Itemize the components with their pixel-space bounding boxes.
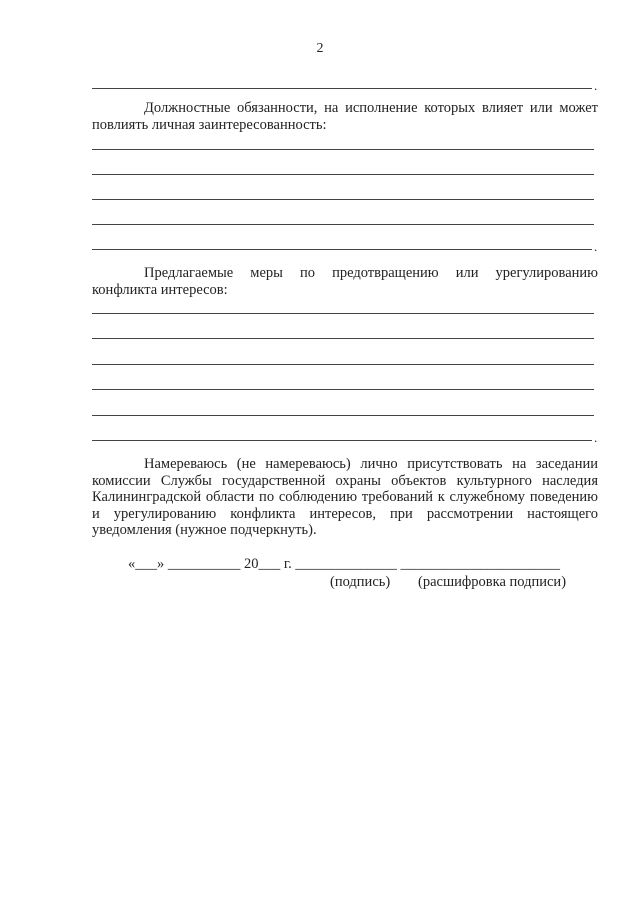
fill-line[interactable] [92,389,594,390]
fill-line[interactable] [92,149,594,150]
fill-line[interactable] [92,338,594,339]
fill-line[interactable] [92,364,594,365]
fill-line[interactable] [92,174,594,175]
signature-caption: (подпись) [330,574,391,590]
duties-text: Должностные обязанности, на исполнение которых влияет или может повлиять личная заинтересованность: [92,100,598,133]
fill-line[interactable] [92,249,592,250]
duties-paragraph [92,100,598,133]
fill-line[interactable] [92,415,594,416]
line-end-dot: . [594,239,598,254]
page-number: 2 [316,41,324,56]
fill-line[interactable] [92,88,592,89]
signature-decode-caption: (расшифровка подписи) [418,574,567,590]
line-end-dot: . [594,78,598,93]
fill-line[interactable] [92,199,594,200]
line-end-dot: . [594,430,598,445]
fill-line[interactable] [92,313,594,314]
fill-line[interactable] [92,224,594,225]
measures-text: Предлагаемые меры по предотвращению или урегулированию конфликта интересов: [92,265,598,298]
fill-line[interactable] [92,440,592,441]
intent-text: Намереваюсь (не намереваюсь) лично присутствовать на заседании комиссии Службы государственной охраны объектов культурного наследия Калининградской области по соблюдению требований к служебному поведению и урегулированию конфликта интересов, при рассмотрении настоящего уведомления (нужное подчеркнуть). [92,456,598,538]
measures-paragraph [92,265,598,298]
intent-paragraph [92,456,598,539]
date-signature-line[interactable]: «___» __________ 20___ г. ______________ ______________________ [128,556,561,572]
